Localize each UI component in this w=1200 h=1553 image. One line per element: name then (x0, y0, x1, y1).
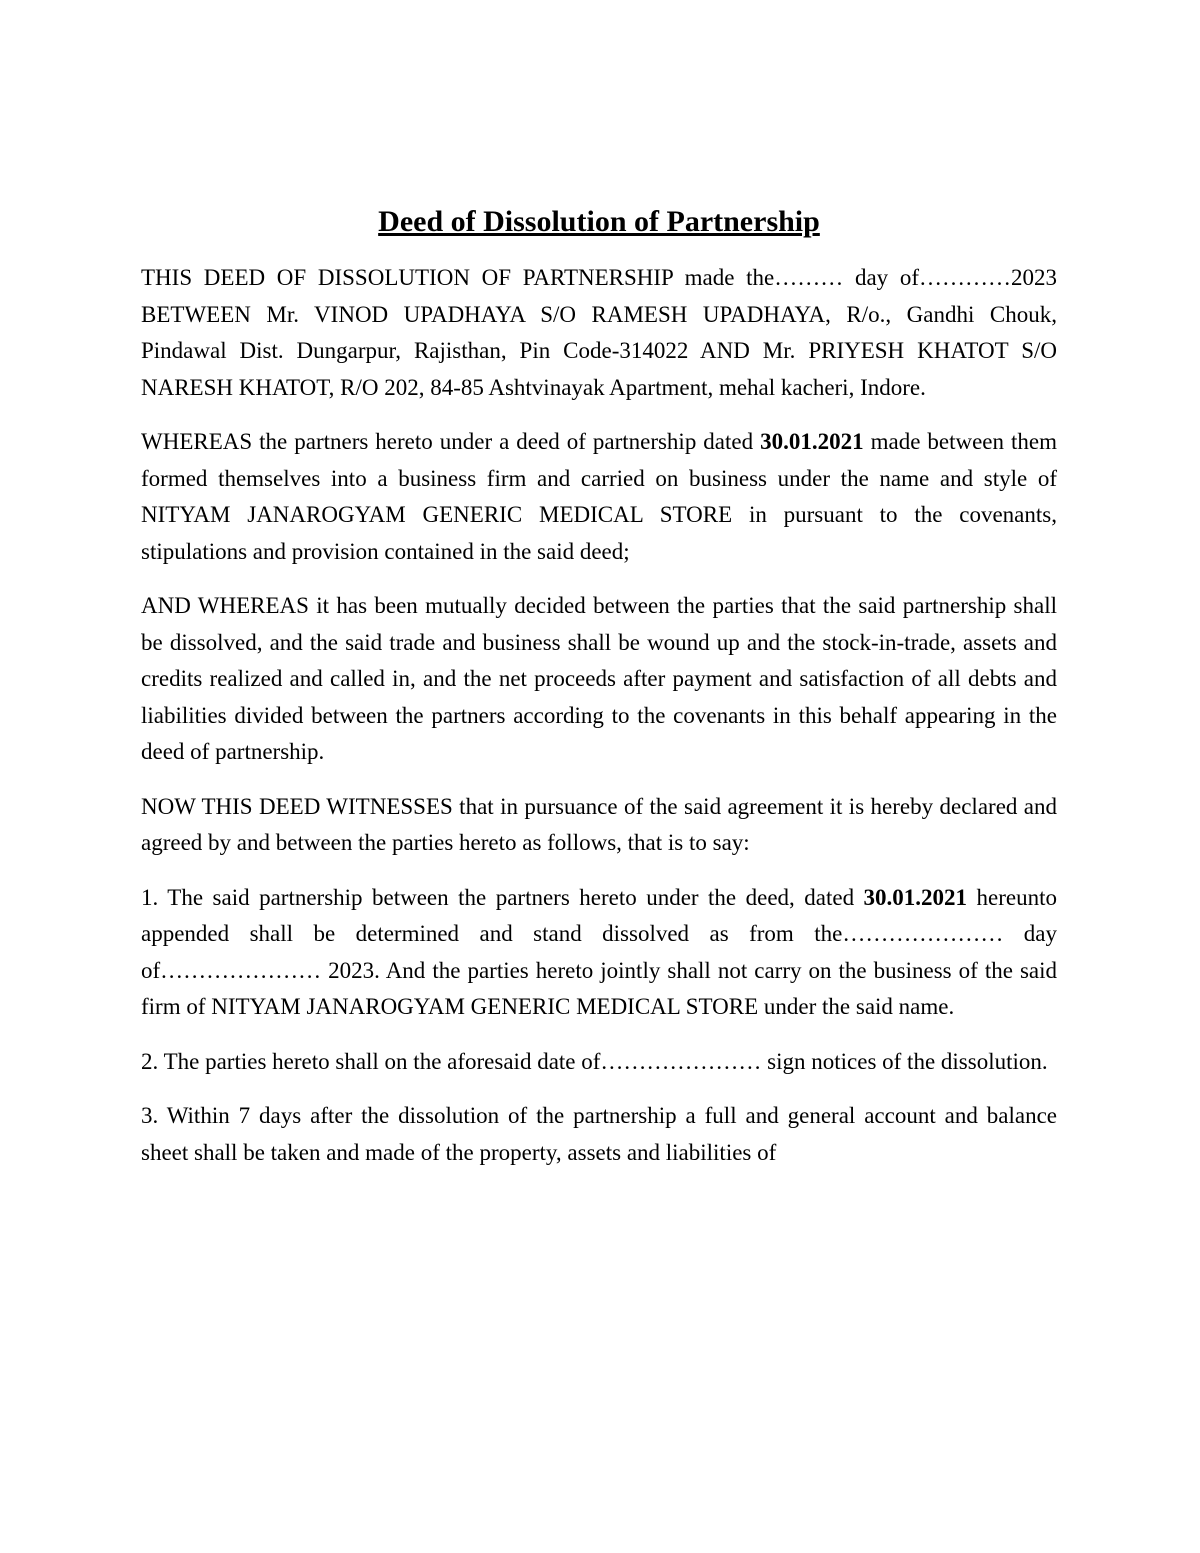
partnership-deed-date: 30.01.2021 (760, 429, 864, 454)
and-whereas-paragraph: AND WHEREAS it has been mutually decided between the parties that the said partnership shall be dissolved, and the said trade and business shall be wound up and the stock-in-trade, assets and credits realized and called in, and the net proceeds after payment and satisfaction of all debts and liabilities divided between the partners according to the covenants in this behalf appearing in the deed of partnership. (141, 593, 1057, 764)
clause-1-deed-date: 30.01.2021 (863, 884, 968, 910)
clause-1-text-start: 1. The said partnership between the partners hereto under the deed, dated (141, 884, 864, 910)
whereas-text-start: WHEREAS the partners hereto under a deed of partnership dated (141, 429, 761, 454)
document-body (141, 196, 1057, 1189)
clause-3: 3. Within 7 days after the dissolution of the partnership a full and general account and balance sheet shall be taken and made of the property, assets and liabilities of (141, 1103, 1057, 1165)
clause-1-text-end: hereunto appended shall be determined and stand dissolved as from the………………… day of………………… 2023. And the parties hereto jointly shall not carry on the business of the said firm of NITYAM JANAROGYAM GENERIC MEDICAL STORE under the said name. (141, 884, 1057, 1019)
document-title: Deed of Dissolution of Partnership (378, 205, 820, 238)
whereas-text-end: made between them formed themselves into a business firm and carried on business under the name and style of NITYAM JANAROGYAM GENERIC MEDICAL STORE in pursuant to the covenants, stipulations and provision contained in the said deed; (141, 429, 1057, 564)
clause-1 (141, 880, 1057, 1026)
witnesses-paragraph: NOW THIS DEED WITNESSES that in pursuance of the said agreement it is hereby declared and agreed by and between the parties hereto as follows, that is to say: (141, 793, 1057, 855)
clause-2: 2. The parties hereto shall on the aforesaid date of………………… sign notices of the dissolution. (141, 1048, 1048, 1074)
parties-paragraph: THIS DEED OF DISSOLUTION OF PARTNERSHIP made the……… day of…………2023 BETWEEN Mr. VINOD UPADHAYA S/O RAMESH UPADHAYA, R/o., Gandhi Chouk, Pindawal Dist. Dungarpur, Rajisthan, Pin Code-314022 AND Mr. PRIYESH KHATOT S/O NARESH KHATOT, R/O 202, 84-85 Ashtvinayak Apartment, mehal kacheri, Indore. (141, 265, 1057, 400)
whereas-paragraph (141, 424, 1057, 570)
